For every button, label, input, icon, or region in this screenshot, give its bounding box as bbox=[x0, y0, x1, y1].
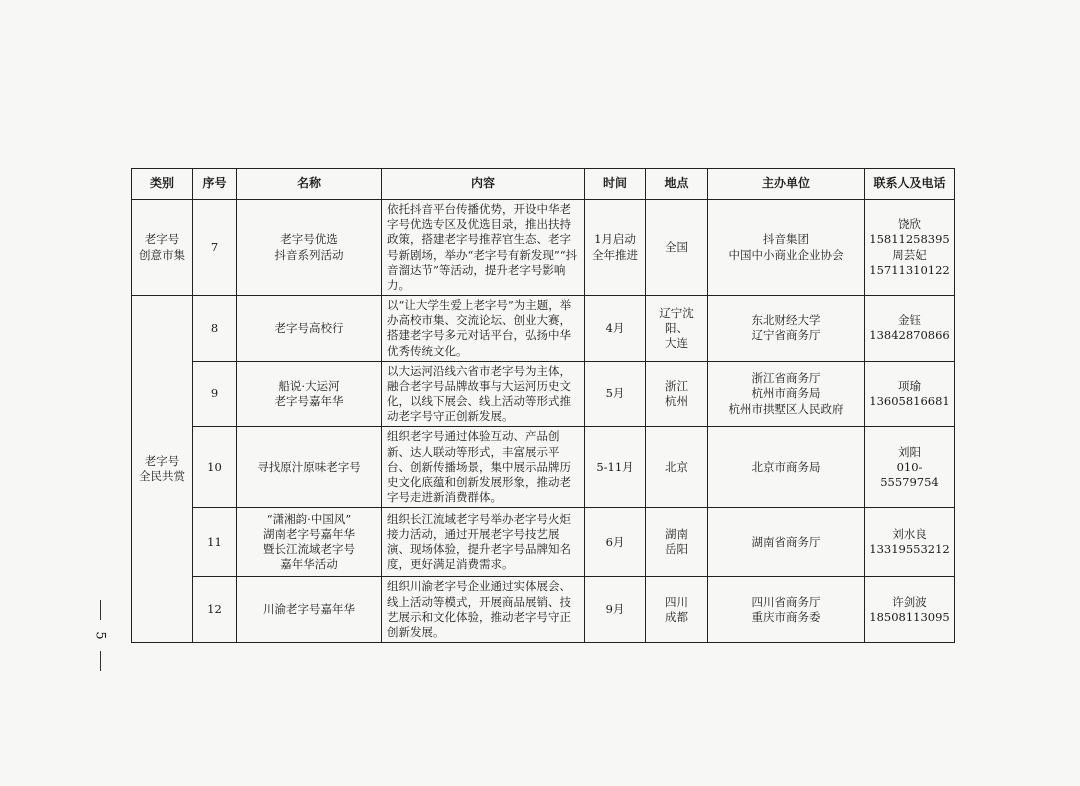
no-cell: 8 bbox=[193, 296, 237, 362]
contact-line: 金钰 bbox=[898, 313, 921, 328]
place-cell bbox=[646, 200, 708, 296]
header-row bbox=[132, 169, 955, 200]
place-line: 全国 bbox=[665, 239, 688, 254]
contact-cell bbox=[865, 508, 955, 577]
contact-line: 15811258395 bbox=[869, 232, 950, 247]
content-cell: 组织长江流域老字号举办老字号火炬接力活动，通过开展老字号技艺展演、现场体验，提升老字号品牌知名度，更好满足消费需求。 bbox=[382, 508, 585, 577]
content-cell: 以“让大学生爱上老字号”为主题，举办高校市集、交流论坛、创业大赛，搭建老字号多元对话平台，弘扬中华优秀传统文化。 bbox=[382, 296, 585, 362]
name-cell bbox=[237, 296, 382, 362]
page-number bbox=[88, 600, 112, 671]
header-name: 名称 bbox=[237, 169, 382, 200]
time-line: 5月 bbox=[605, 386, 625, 401]
organizer-line: 中国中小商业企业协会 bbox=[728, 247, 844, 262]
organizer-line: 湖南省商务厅 bbox=[751, 534, 821, 549]
time-cell bbox=[585, 427, 646, 508]
table-row bbox=[132, 577, 955, 643]
header-category: 类别 bbox=[132, 169, 193, 200]
header-contact: 联系人及电话 bbox=[865, 169, 955, 200]
name-line: “潇湘韵·中国风” bbox=[266, 511, 352, 526]
category-line: 全民共赏 bbox=[139, 469, 185, 484]
no-cell: 9 bbox=[193, 361, 237, 427]
content-cell: 组织老字号通过体验互动、产品创新、达人联动等形式，丰富展示平台、创新传播场景，集中展示品牌历史文化底蕴和创新发展形象，推动老字号走进新消费群体。 bbox=[382, 427, 585, 508]
name-cell bbox=[237, 200, 382, 296]
place-cell bbox=[646, 296, 708, 362]
category-line: 老字号 bbox=[144, 453, 180, 468]
organizer-line: 北京市商务局 bbox=[751, 459, 821, 474]
organizer-cell bbox=[708, 296, 865, 362]
header-organizer: 主办单位 bbox=[708, 169, 865, 200]
contact-line: 15711310122 bbox=[869, 262, 950, 277]
name-cell bbox=[237, 508, 382, 577]
page-number-dash bbox=[100, 651, 101, 671]
contact-line: 周芸妃 bbox=[892, 247, 927, 262]
activity-table bbox=[131, 168, 955, 643]
table-row bbox=[132, 427, 955, 508]
organizer-cell bbox=[708, 361, 865, 427]
contact-line: 刘水良 bbox=[892, 527, 927, 542]
category-cell bbox=[132, 296, 193, 643]
contact-cell bbox=[865, 577, 955, 643]
contact-cell bbox=[865, 296, 955, 362]
page-number-dash bbox=[100, 600, 101, 620]
table-row bbox=[132, 200, 955, 296]
name-line: 寻找原汁原味老字号 bbox=[257, 459, 361, 474]
header-place: 地点 bbox=[646, 169, 708, 200]
organizer-line: 杭州市商务局 bbox=[751, 386, 821, 401]
no-cell: 11 bbox=[193, 508, 237, 577]
name-line: 暨长江流域老字号 bbox=[263, 542, 355, 557]
contact-line: 13605816681 bbox=[869, 394, 950, 409]
place-line: 浙江 bbox=[665, 378, 688, 393]
page-number-text: 5 bbox=[92, 631, 108, 640]
organizer-cell bbox=[708, 577, 865, 643]
contact-cell bbox=[865, 427, 955, 508]
organizer-cell bbox=[708, 200, 865, 296]
name-line: 抖音系列活动 bbox=[274, 247, 344, 262]
name-cell bbox=[237, 361, 382, 427]
name-line: 船说·大运河 bbox=[278, 378, 340, 393]
table-row bbox=[132, 508, 955, 577]
category-line: 老字号 bbox=[144, 232, 180, 247]
header-time: 时间 bbox=[585, 169, 646, 200]
place-cell bbox=[646, 427, 708, 508]
no-cell: 10 bbox=[193, 427, 237, 508]
time-cell bbox=[585, 296, 646, 362]
place-line: 成都 bbox=[665, 609, 688, 624]
contact-line: 13842870866 bbox=[869, 328, 950, 343]
header-content: 内容 bbox=[382, 169, 585, 200]
contact-cell bbox=[865, 200, 955, 296]
contact-line: 13319553212 bbox=[869, 542, 950, 557]
place-line: 北京 bbox=[665, 459, 688, 474]
place-line: 大连 bbox=[665, 335, 688, 350]
time-line: 4月 bbox=[605, 320, 625, 335]
organizer-cell bbox=[708, 508, 865, 577]
name-cell bbox=[237, 577, 382, 643]
name-line: 湖南老字号嘉年华 bbox=[263, 527, 355, 542]
place-line: 岳阳 bbox=[665, 542, 688, 557]
no-cell: 12 bbox=[193, 577, 237, 643]
place-cell bbox=[646, 361, 708, 427]
time-cell bbox=[585, 361, 646, 427]
organizer-line: 杭州市拱墅区人民政府 bbox=[728, 401, 844, 416]
table-row bbox=[132, 296, 955, 362]
contact-line: 刘阳 bbox=[898, 444, 921, 459]
place-line: 四川 bbox=[665, 594, 688, 609]
header-no: 序号 bbox=[193, 169, 237, 200]
contact-line: 许剑波 bbox=[892, 594, 927, 609]
contact-cell bbox=[865, 361, 955, 427]
organizer-line: 辽宁省商务厅 bbox=[751, 328, 821, 343]
organizer-line: 重庆市商务委 bbox=[751, 609, 821, 624]
content-cell: 依托抖音平台传播优势，开设中华老字号优选专区及优选目录，推出扶持政策，搭建老字号推荐官生态、老字号新剧场，举办“老字号有新发现”“抖音溜达节”等活动，提升老字号影响力。 bbox=[382, 200, 585, 296]
time-line: 1月启动 bbox=[594, 232, 636, 247]
time-cell bbox=[585, 508, 646, 577]
name-line: 川渝老字号嘉年华 bbox=[263, 602, 355, 617]
time-cell bbox=[585, 200, 646, 296]
organizer-line: 东北财经大学 bbox=[751, 313, 821, 328]
table-row bbox=[132, 361, 955, 427]
contact-line: 项瑜 bbox=[898, 378, 921, 393]
time-line: 全年推进 bbox=[592, 247, 638, 262]
place-cell bbox=[646, 577, 708, 643]
name-line: 老字号优选 bbox=[280, 232, 338, 247]
name-line: 老字号高校行 bbox=[274, 320, 344, 335]
name-cell bbox=[237, 427, 382, 508]
category-cell bbox=[132, 200, 193, 296]
place-line: 辽宁沈阳、 bbox=[659, 305, 694, 335]
contact-line: 饶欣 bbox=[898, 217, 921, 232]
time-cell bbox=[585, 577, 646, 643]
place-line: 湖南 bbox=[665, 527, 688, 542]
organizer-cell bbox=[708, 427, 865, 508]
organizer-line: 浙江省商务厅 bbox=[751, 371, 821, 386]
category-line: 创意市集 bbox=[139, 247, 185, 262]
content-cell: 以大运河沿线六省市老字号为主体，融合老字号品牌故事与大运河历史文化，以线下展会、线上活动等形式推动老字号守正创新发展。 bbox=[382, 361, 585, 427]
organizer-line: 四川省商务厅 bbox=[751, 594, 821, 609]
time-line: 6月 bbox=[605, 534, 625, 549]
time-line: 5-11月 bbox=[596, 459, 634, 474]
place-cell bbox=[646, 508, 708, 577]
content-cell: 组织川渝老字号企业通过实体展会、线上活动等模式，开展商品展销、技艺展示和文化体验，推动老字号守正创新发展。 bbox=[382, 577, 585, 643]
no-cell: 7 bbox=[193, 200, 237, 296]
name-line: 老字号嘉年华 bbox=[274, 394, 344, 409]
name-line: 嘉年华活动 bbox=[280, 557, 338, 572]
organizer-line: 抖音集团 bbox=[763, 232, 809, 247]
time-line: 9月 bbox=[605, 602, 625, 617]
place-line: 杭州 bbox=[665, 394, 688, 409]
contact-line: 18508113095 bbox=[869, 609, 950, 624]
contact-line: 010-55579754 bbox=[880, 459, 939, 489]
